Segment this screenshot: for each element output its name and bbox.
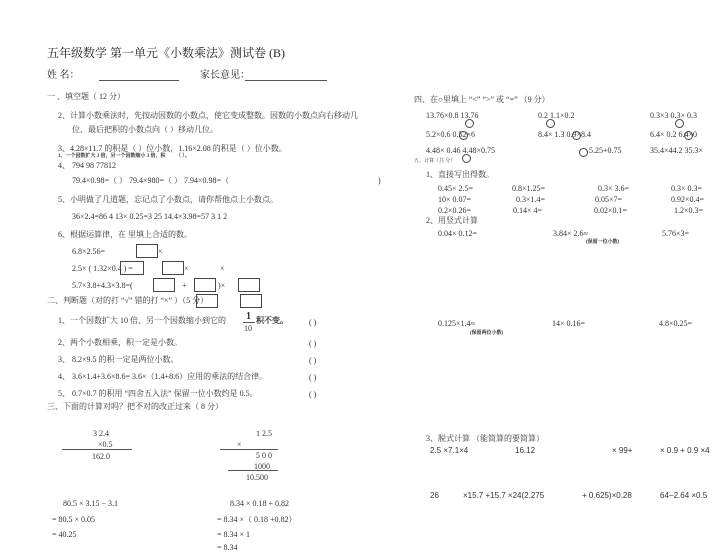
answer-box[interactable] [240,294,262,308]
stepwise-item: 2.5 ×7.1×4 [430,446,469,455]
vertical-calc-item: 5.76×3= [662,229,690,238]
vertical-calc-heading: 2、用竖式计算 [426,216,478,225]
q4-end-paren: ) [378,176,381,185]
compare-2b: 8.4× 1.3 0.9×8.4 [538,130,592,139]
calc-1-step2: = 40.25 [52,530,77,539]
answer-paren[interactable]: ( ) [309,318,317,327]
q2-line2: 位、最后把积的小数点向（ ）移动几位。 [72,125,218,134]
stepwise-item: 26 [430,491,439,500]
compare-3c: 35.4×44.2 35.3× [650,146,704,155]
paren-times: )× [218,281,226,290]
vertical-2-result: 10.500 [246,473,268,482]
stepwise-item: × 99+ [612,446,633,455]
direct-item: 0.3× 0.3= [671,184,703,193]
answer-box[interactable] [162,261,184,275]
name-blank[interactable] [99,80,179,81]
vertical-1-mult: ×0.5 [98,440,113,449]
fraction-bar [243,322,255,323]
compare-circle[interactable] [675,119,684,128]
stepwise-item: 64−2.64 ×0.5 [660,491,708,500]
vertical-1-rule [62,449,132,450]
answer-box[interactable] [238,278,260,292]
answer-box[interactable] [194,278,216,292]
answer-paren[interactable]: ( ) [309,356,317,365]
calc-2-step3: = 8.34 [217,543,238,552]
direct-item: 10× 0.07= [438,195,472,204]
direct-item: 0.45× 2.5= [438,184,474,193]
direct-item: 0.3×1.4= [516,195,546,204]
vertical-1-result: 162.0 [92,452,110,461]
q4-numbers: 4、 794 98 77812 [58,161,116,170]
q1-overlay: 1、一个因数扩大 3 倍，另一个因数缩小 3 倍，积 [58,154,166,159]
vertical-2-row2: 1000 [254,462,270,471]
compare-circle[interactable] [684,131,693,140]
compare-circle[interactable] [546,119,555,128]
answer-box[interactable] [196,294,218,308]
direct-item: 0.92×0.4= [671,195,705,204]
stepwise-item: 16.12 [515,446,536,455]
compare-1b: 0.2 1.1×0.2 [538,111,575,120]
judge-1-end: 积不变。 [256,316,288,325]
compare-3b: 5.25+0.75 [589,146,622,155]
calc-1: 80.5 × 3.15 − 3.1 [63,499,119,508]
answer-paren[interactable]: ( ) [309,390,317,399]
stepwise-item: + 0.625)×0.28 [582,491,632,500]
vertical-2-top: 1 2.5 [256,429,272,438]
times-sign: × [184,264,189,273]
vertical-1-top: 3 2.4 [93,429,109,438]
q3-line1: 3、4.28×11.7 的积是（ ）位小数，1.16×2.08 的积是（ ）位小数。 [58,144,287,153]
compare-circle[interactable] [459,131,468,140]
judge-4: 4、 3.6×1.4+3.6×8.6= 3.6×（1.4+8.6）应用的乘法的结合律。 [58,372,268,381]
direct-item: 1.2×0.3= [674,206,704,215]
compare-circle[interactable] [579,148,588,157]
q4-equations: 79.4×0.98=（ ） 79.4×980=（ ） 7.94×0.98=（ [72,176,230,185]
answer-box[interactable] [120,261,144,275]
stepwise-heading: 3、脱式计算 （能简算的要简算） [426,434,544,443]
direct-item: 0.05×7= [595,195,623,204]
calc-2-step1: = 8.34 ×（ 0.18 +0.82） [217,515,297,524]
parent-blank[interactable] [245,80,327,81]
q5-text: 5、小明做了几道题，忘记点了小数点，请你帮他点上小数点。 [58,195,278,204]
name-label: 姓 名： [47,70,80,81]
compare-circle[interactable] [462,154,471,163]
section-3-heading: 三、下面的计算对吗？把不对的改正过来（ 8 分） [47,402,223,411]
compare-3a: 4.48× 0.46 4.48×0.75 [426,146,496,155]
calc-1-step1: = 80.5 × 0.05 [52,515,96,524]
direct-heading: 1、直接写出得数。 [426,170,494,179]
q2-line1: 2、计算小数乘法时，先按动因数的小数点，使它变成整数。因数的小数点向右移动几 [58,111,358,120]
page-title: 五年级数学 第一单元《小数乘法》测试卷 (B) [47,46,285,60]
section-5-heading: 五、计算（共 分） [414,159,456,164]
direct-item: 0.14× 4= [513,206,543,215]
answer-paren[interactable]: ( ) [309,373,317,382]
vertical-2-sign: × [237,440,242,449]
judge-5: 5、 0.7×0.7 的积用 “四舍五入法” 保留一位小数约是 0.5。 [58,389,258,398]
q6-text: 6、根据运算律，在 里填上合适的数。 [58,230,192,239]
compare-1a: 13.76×0.8 13.76 [426,111,479,120]
vertical-calc-item: 3.84× 2.6≈ [553,229,588,238]
answer-paren[interactable]: ( ) [309,339,317,348]
compare-2a: 5.2×0.6 0.52×6 [426,130,476,139]
direct-item: 0.02×0.1= [594,206,628,215]
stepwise-item: × 0.9 + 0.9 ×4 [660,446,710,455]
vertical-calc-item: 4.8×0.25= [659,319,693,328]
compare-circle[interactable] [572,131,581,140]
rounding-note: (保留两位小数) [470,331,504,336]
q1-overlay-end: （ ）。 [176,154,190,159]
vertical-calc-item: 0.04× 0.12= [438,229,478,238]
answer-box[interactable] [153,278,175,292]
section-1-heading: 一 、填空题（ 12 分） [47,92,125,101]
q6a: 6.8×2.56= [72,247,106,256]
judge-1: 1、一个因数扩大 10 倍、另一个因数缩小到它的 [58,316,226,325]
vertical-calc-item: 0.125×1.4≈ [438,319,475,328]
vertical-2-row1: 5 0 0 [256,451,272,460]
q6b: 2.5× ( 1.32×0.4 ) = [72,264,133,273]
section-4-heading: 四、在○里填上 “<” “>” 或 “=” （9 分） [414,95,550,104]
fraction-numerator: 1 [246,311,251,322]
section-2-heading: 二、判断题（对的打 “√” 错的打 “×” ）（5 分） [47,296,209,305]
direct-item: 0.8×1.25= [512,184,546,193]
judge-3: 3、 8.2×9.5 的积一定是两位小数。 [58,355,179,364]
answer-box[interactable] [136,244,158,258]
compare-2c: 6.4× 0.2 6.4×0 [650,130,698,139]
vertical-calc-item: 14× 0.16= [552,319,586,328]
compare-1c: 0.3×3 0.3× 0.3 [650,111,698,120]
stepwise-item: ×15.7 +15.7 ×24(2.275 [463,491,545,500]
judge-2: 2、两个小数相乘，积一定是小数。 [58,338,182,347]
direct-item: 0.2×0.26= [438,206,472,215]
times-sign: × [220,264,225,273]
times-sign: × [158,247,163,256]
q5-equations: 36×2.4=86 4 13× 0.25=3 25 14.4×3.98=57 3 1 2 [72,212,228,221]
calc-2: 8.34 × 0.18 + 0.82 [230,499,290,508]
fraction-denominator: 10 [244,324,252,333]
vertical-2-rule [220,449,278,450]
compare-circle[interactable] [465,119,474,128]
direct-item: 0.3× 3.6= [598,184,630,193]
q6c: 5.7×3.8+4.3×3.8=( [72,281,133,290]
parent-label: 家长意见： [200,70,250,81]
rounding-note: (保留一位小数) [586,240,620,245]
vertical-2-rule [228,470,278,471]
plus-sign: + [182,281,187,290]
calc-2-step2: = 8.34 × 1 [217,530,251,539]
